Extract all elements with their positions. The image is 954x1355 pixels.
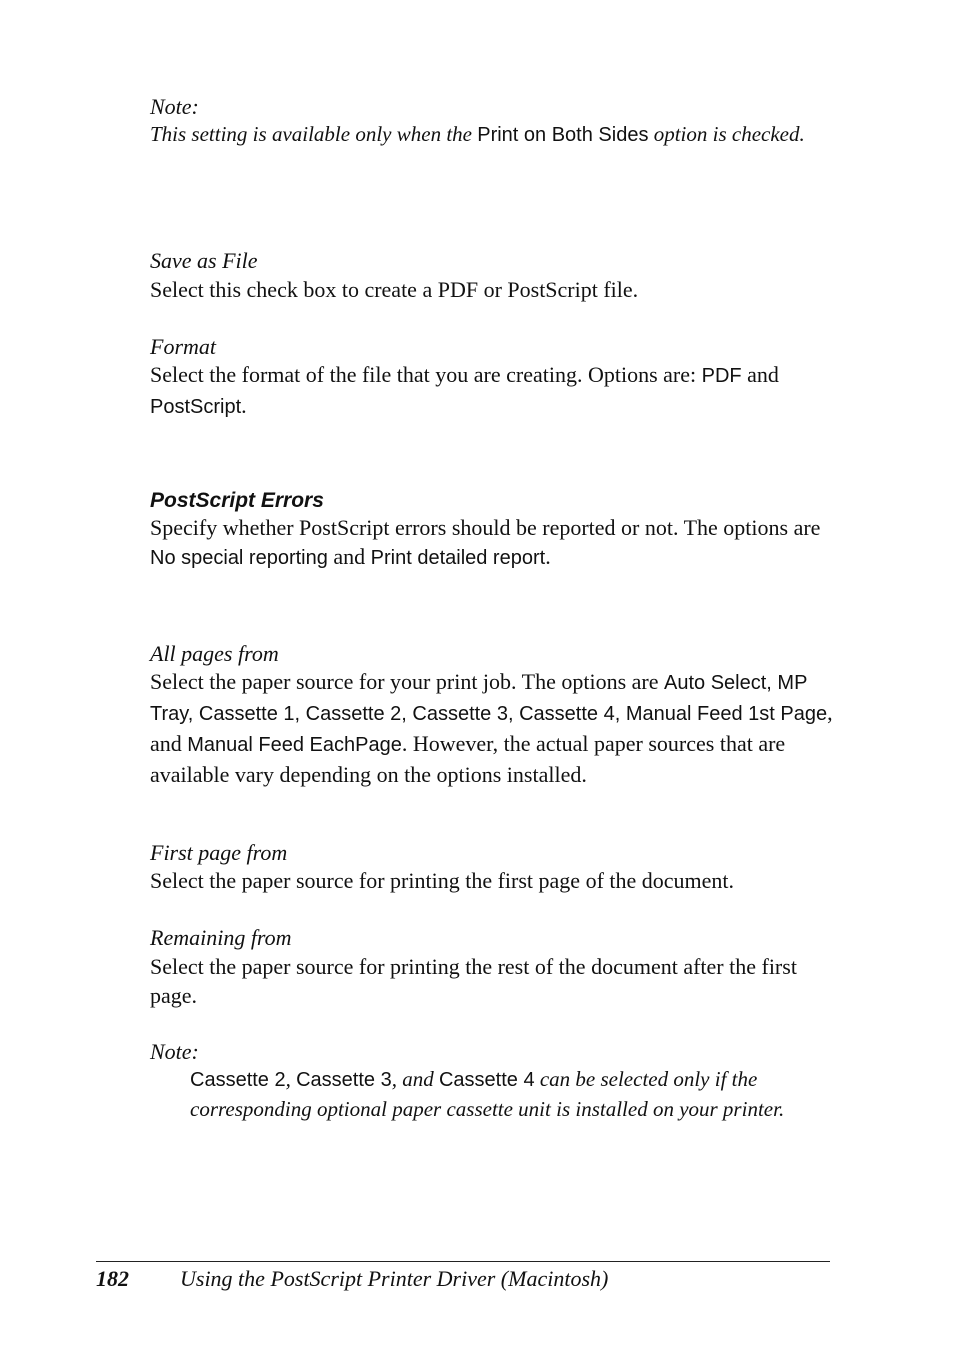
heading-postscript-errors: PostScript Errors bbox=[150, 489, 324, 512]
option-no-special-reporting: No special reporting bbox=[150, 547, 328, 569]
option-print-detailed-report: Print detailed report bbox=[370, 547, 546, 569]
note-text: This setting is available only when the Print on Both Sides option is checked. bbox=[150, 122, 805, 146]
option-cassette-3: Cassette 3 bbox=[412, 703, 508, 725]
note-label: Note: bbox=[150, 94, 199, 119]
heading-remaining-from: Remaining from bbox=[150, 925, 292, 950]
remaining-from-description: Select the paper source for printing the rest of the document after the first page. bbox=[150, 954, 797, 1008]
option-print-on-both-sides: Print on Both Sides bbox=[477, 124, 649, 146]
format-description: Select the format of the file that you are creating. Options are: PDF and PostScript. bbox=[150, 362, 779, 418]
all-pages-from-description: Select the paper source for your print job. The options are Auto Select, MP Tray, Cassette 1, Cassette 2, Cassette 3, Cassette 4, Manual Feed 1st Page, and Manual Feed EachPage. However, the actual paper sources that are available vary depending on the options installed. bbox=[150, 669, 833, 787]
note-text: Cassette 2, Cassette 3, and Cassette 4 can be selected only if the corresponding optional paper cassette unit is installed on your printer. bbox=[190, 1067, 785, 1121]
first-page-from-description: Select the paper source for printing the first page of the document. bbox=[150, 868, 735, 893]
heading-all-pages-from: All pages from bbox=[150, 641, 279, 666]
heading-format: Format bbox=[150, 334, 216, 359]
option-manual-feed-eachpage: Manual Feed EachPage bbox=[187, 734, 402, 756]
option-cassette-3: Cassette 3 bbox=[296, 1069, 392, 1091]
note-label: Note: bbox=[150, 1039, 199, 1064]
heading-save-as-file: Save as File bbox=[150, 248, 258, 273]
page-number: 182 bbox=[96, 1266, 129, 1291]
postscript-errors-description: Specify whether PostScript errors should be reported or not. The options are No special reporting and Print detailed report. bbox=[150, 515, 821, 569]
save-as-file-description: Select this check box to create a PDF or PostScript file. bbox=[150, 277, 639, 302]
option-cassette-2: Cassette 2 bbox=[305, 703, 402, 725]
option-mp-tray: MP Tray bbox=[150, 672, 808, 725]
heading-first-page-from: First page from bbox=[150, 840, 288, 865]
footer-rule bbox=[96, 1261, 830, 1262]
option-auto-select: Auto Select bbox=[664, 672, 767, 694]
option-pdf: PDF bbox=[701, 365, 742, 387]
option-cassette-4: Cassette 4 bbox=[438, 1069, 535, 1091]
footer-title: Using the PostScript Printer Driver (Macintosh) bbox=[180, 1266, 609, 1291]
option-manual-feed-1st-page: Manual Feed 1st Page bbox=[625, 703, 828, 725]
option-postscript: PostScript bbox=[150, 396, 242, 418]
option-cassette-1: Cassette 1 bbox=[198, 703, 295, 725]
option-cassette-4: Cassette 4 bbox=[519, 703, 615, 725]
option-cassette-2: Cassette 2 bbox=[190, 1069, 286, 1091]
